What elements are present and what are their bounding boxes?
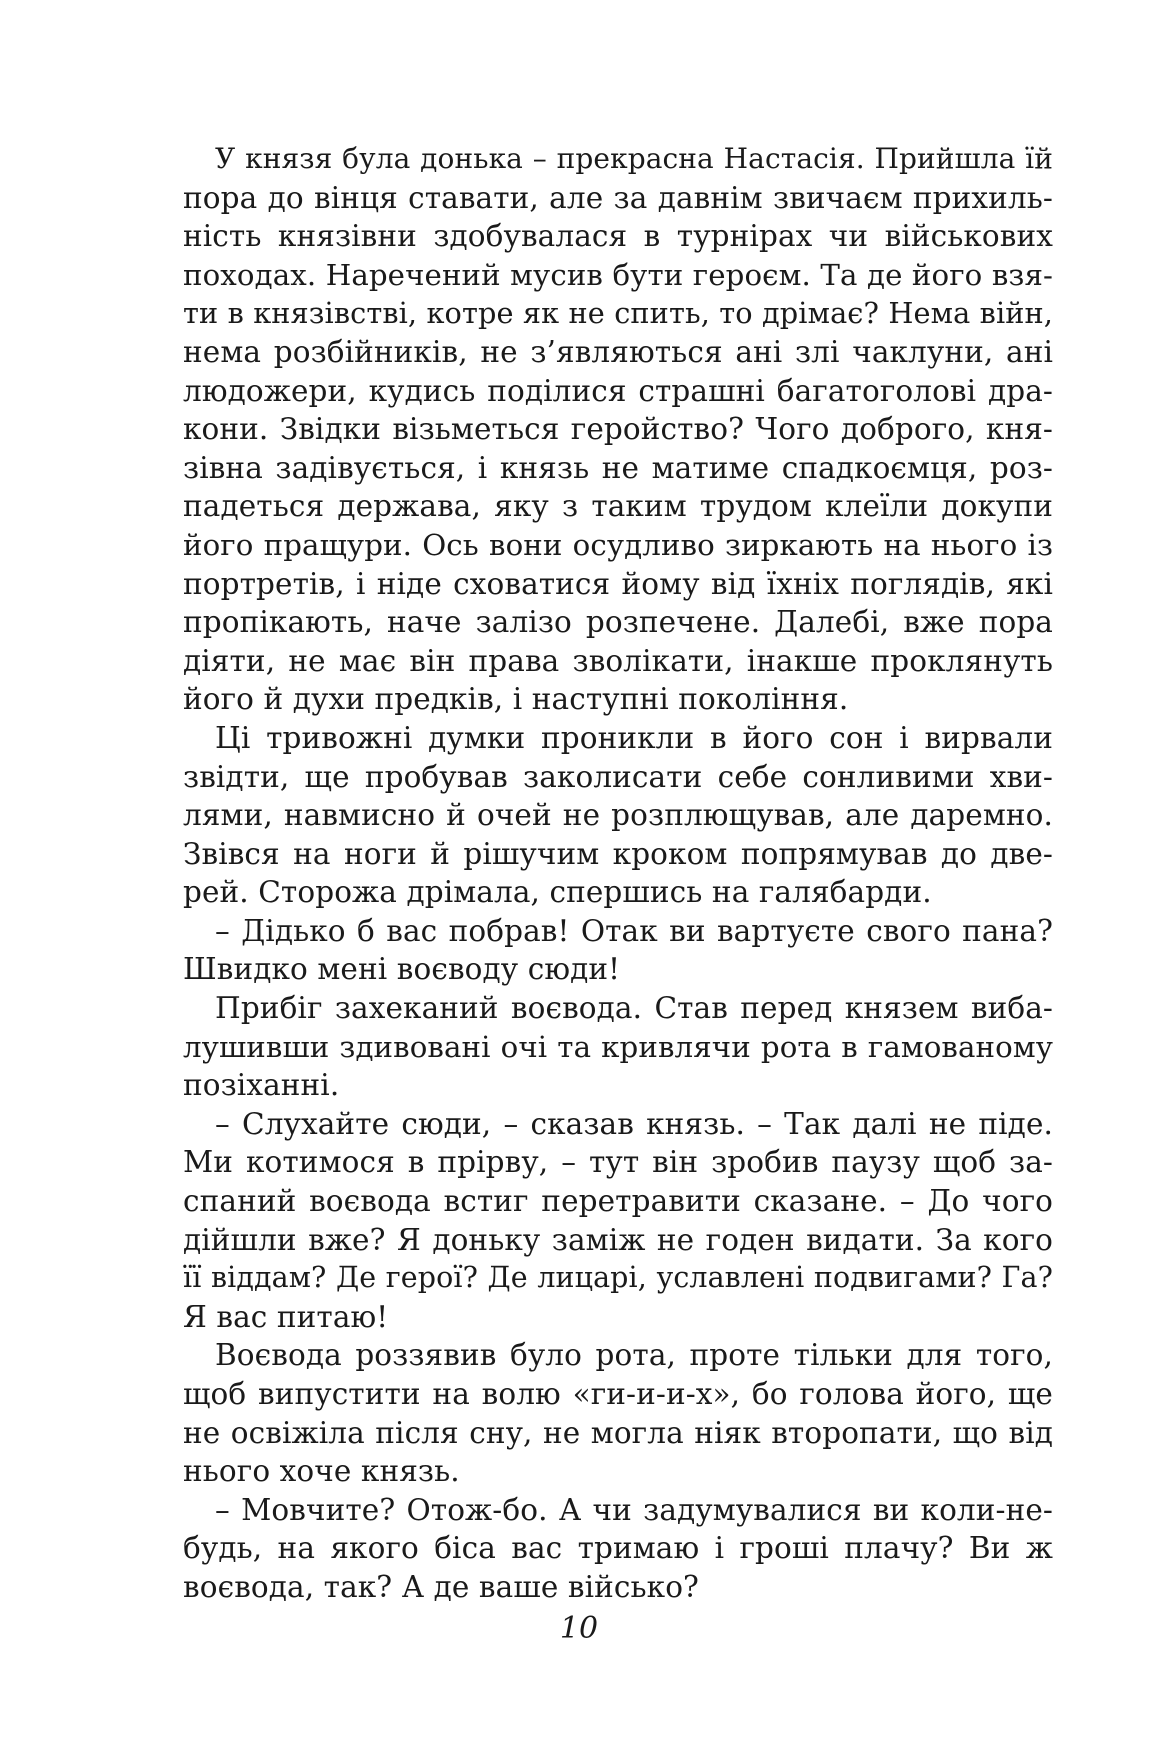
text-line: – Дідько б вас побрав! Отак ви вартуєте свого пана? [215,913,1053,948]
paragraph-2 [183,719,1053,912]
text-line: ти в князівстві, котре як не спить, то дрімає? Нема війн, [183,296,1053,331]
text-line: її віддам? Де герої? Де лицарі, уславлені подвигами? Га? [183,1261,1053,1295]
paragraph-7 [183,1491,1053,1607]
text-line: пора до вінця ставати, але за давнім звичаєм прихиль- [183,180,1053,215]
text-line: позіханні. [183,1068,340,1103]
text-line: людожери, кудись поділися страшні багатоголові дра- [183,373,1053,408]
text-line: Ці тривожні думки проникли в його сон і вирвали [215,720,1053,755]
text-line: діяти, не має він права зволікати, інакше проклянуть [183,643,1053,678]
paragraph-6 [183,1336,1053,1490]
text-line: звідти, ще пробував заколисати себе сонливими хви- [183,759,1053,794]
text-line: портретів, і ніде сховатися йому від їхніх поглядів, які [183,566,1053,601]
page-body [183,140,1053,1607]
text-line: його пращури. Ось вони осудливо зиркають на нього із [183,527,1053,562]
paragraph-4 [183,989,1053,1105]
text-line: спаний воєвода встиг перетравити сказане. – До чого [183,1184,1053,1219]
paragraph-1 [183,140,1053,719]
text-line: Воєвода роззявив було рота, проте тільки для того, [215,1338,1053,1373]
paragraph-3 [183,912,1053,989]
text-line: зівна задівується, і князь не матиме спадкоємця, роз- [183,450,1053,485]
text-line: будь, на якого біса вас тримаю і гроші плачу? Ви ж [183,1531,1053,1566]
paragraph-5 [183,1105,1053,1337]
text-line: Звівся на ноги й рішучим кроком попрямував до две- [183,836,1053,871]
text-line: його й духи предків, і наступні покоління. [183,682,849,717]
text-line: нема розбійників, не з’являються ані злі чаклуни, ані [183,334,1053,369]
text-line: Швидко мені воєводу сюди! [183,952,621,987]
text-line: походах. Наречений мусив бути героєм. Та де його взя- [183,257,1053,292]
page-number: 10 [559,1611,599,1646]
text-line: пропікають, наче залізо розпечене. Далебі, вже пора [183,605,1053,640]
text-line: лями, навмисно й очей не розплющував, але даремно. [183,798,1053,833]
text-line: Ми котимося в прірву, – тут він зробив паузу щоб за- [183,1145,1053,1180]
text-line: воєвода, так? А де ваше військо? [183,1569,699,1604]
text-line: дійшли вже? Я доньку заміж не годен видати. За кого [183,1222,1053,1257]
text-line: щоб випустити на волю «ги-и-и-х», бо голова його, ще [183,1377,1053,1411]
text-line: – Слухайте сюди, – сказав князь. – Так далі не піде. [215,1106,1053,1141]
text-line: лушивши здивовані очі та кривлячи рота в гамованому [183,1029,1053,1064]
text-line: У князя була донька – прекрасна Настасія. Прийшла їй [215,142,1053,175]
text-line: – Мовчите? Отож-бо. А чи задумувалися ви коли-не- [215,1492,1053,1527]
text-line: рей. Сторожа дрімала, спершись на галябарди. [183,875,932,910]
text-line: нього хоче князь. [183,1454,460,1489]
text-line: Прибіг захеканий воєвода. Став перед князем виба- [215,991,1053,1026]
text-line: Я вас питаю! [183,1299,389,1334]
text-line: падеться держава, яку з таким трудом клеїли докупи [183,489,1053,524]
text-line: кони. Звідки візьметься геройство? Чого доброго, кня- [183,412,1053,447]
text-line: не освіжіла після сну, не могла ніяк второпати, що від [183,1415,1053,1450]
text-line: ність князівни здобувалася в турнірах чи військових [183,219,1053,254]
